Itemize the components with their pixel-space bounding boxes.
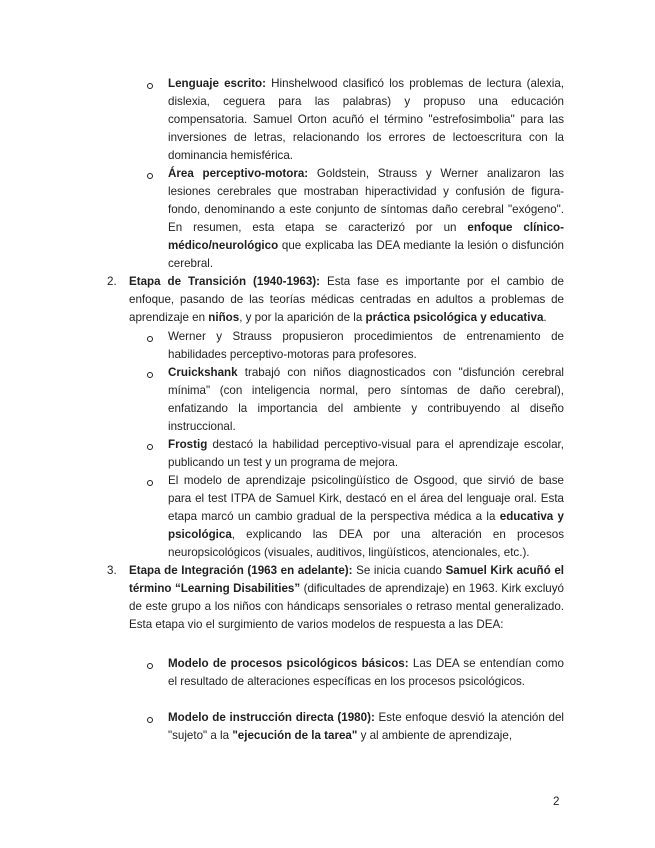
item-osgood [168,472,564,562]
page-number: 2 [553,795,560,808]
bullet-icon [146,442,154,450]
item-text: y al ambiente de aprendizaje, [357,729,513,742]
bullet-icon [146,171,154,179]
item-text: Hinshelwood clasificó los problemas de lectura (alexia, dislexia, ceguera para las palabras) y propuso una educación compensatoria. Samuel Orton acuñó el término "estrefosimbolia" para las inversiones de letras, relacionando los errores de lectoescritura con la dominancia hemisférica. [168,77,565,162]
list-number: 3. [107,564,117,577]
item-text: que explicaba las DEA mediante la lesión o disfunción cerebral. [168,239,564,270]
item-text: Werner y Strauss propusieron procedimientos de entrenamiento de habilidades perceptivo-motoras para profesores. [168,330,564,361]
item-text: Se inicia cuando [352,564,446,577]
item-cruickshank [168,364,564,436]
item-emphasis: enfoque clínico-médico/neurológico [168,221,564,252]
item-etapa-integracion [129,562,564,634]
item-lenguaje-escrito [168,75,564,165]
item-frostig [168,436,564,472]
item-heading: Etapa de Transición (1940-1963): [129,275,321,288]
bullet-icon [146,370,154,378]
item-heading: Modelo de procesos psicológicos básicos: [168,657,409,670]
item-emphasis: Samuel Kirk acuñó el término “Learning Disabilities” [129,564,564,595]
item-text: destacó la habilidad perceptivo-visual para el aprendizaje escolar, publicando un test y un programa de mejora. [168,438,564,469]
item-heading: Frostig [168,438,208,451]
item-text: , y por la aparición de la [239,311,366,324]
item-etapa-transicion [129,273,564,327]
item-heading: Lenguaje escrito: [168,77,266,90]
bullet-icon [146,715,154,723]
bullet-icon [146,661,154,669]
bullet-icon [146,334,154,342]
item-emphasis: práctica psicológica y educativa [365,311,544,324]
item-text: El modelo de aprendizaje psicolingüístico de Osgood, que sirvió de base para el test ITPA de Samuel Kirk, destacó en el área del lenguaje oral. Esta etapa marcó un cambio gradual de la perspectiva médica a la [168,474,564,523]
item-heading: Área perceptivo-motora: [168,167,309,180]
item-text: trabajó con niños diagnosticados con "disfunción cerebral mínima" (con inteligencia normal, pero síntomas de daño cerebral), enfatizando la importancia del ambiente y contribuyendo al diseño instruccional. [168,366,564,433]
item-heading: Modelo de instrucción directa (1980): [168,711,375,724]
item-emphasis: niños [208,311,240,324]
item-text: , explicando las DEA por una alteración en procesos neuropsicológicos (visuales, auditivos, lingüísticos, atencionales, etc.). [168,528,564,559]
item-text: . [543,311,547,324]
item-heading: Cruickshank [168,366,238,379]
item-text: Goldstein, Strauss y Werner analizaron las lesiones cerebrales que mostraban hiperactividad y confusión de figura-fondo, denominando a este conjunto de síntomas daño cerebral "exógeno". En resumen, esta etapa se caracterizó por un [168,167,564,234]
item-text: (dificultades de aprendizaje) en 1963. Kirk excluyó de este grupo a los niños con hándicaps sensoriales o retraso mental generalizado. Esta etapa vio el surgimiento de varios modelos de respuesta a las DEA: [129,582,564,631]
item-area-perceptivo-motora [168,165,564,273]
item-text: Las DEA se entendían como el resultado de alteraciones específicas en los procesos psicológicos. [168,657,564,688]
item-text: Esta fase es importante por el cambio de enfoque, pasando de las teorías médicas centradas en adultos a problemas de aprendizaje en [129,275,564,324]
item-modelo-instruccion [168,709,564,745]
item-heading: Etapa de Integración (1963 en adelante): [129,564,353,577]
item-text: Este enfoque desvió la atención del "sujeto" a la [168,711,564,742]
list-number: 2. [107,275,117,288]
bullet-icon [146,81,154,89]
item-emphasis: educativa y psicológica [168,510,565,541]
bullet-icon [146,478,154,486]
item-werner-strauss [168,328,564,364]
item-emphasis: "ejecución de la tarea" [232,729,358,742]
item-modelo-procesos [168,655,564,691]
